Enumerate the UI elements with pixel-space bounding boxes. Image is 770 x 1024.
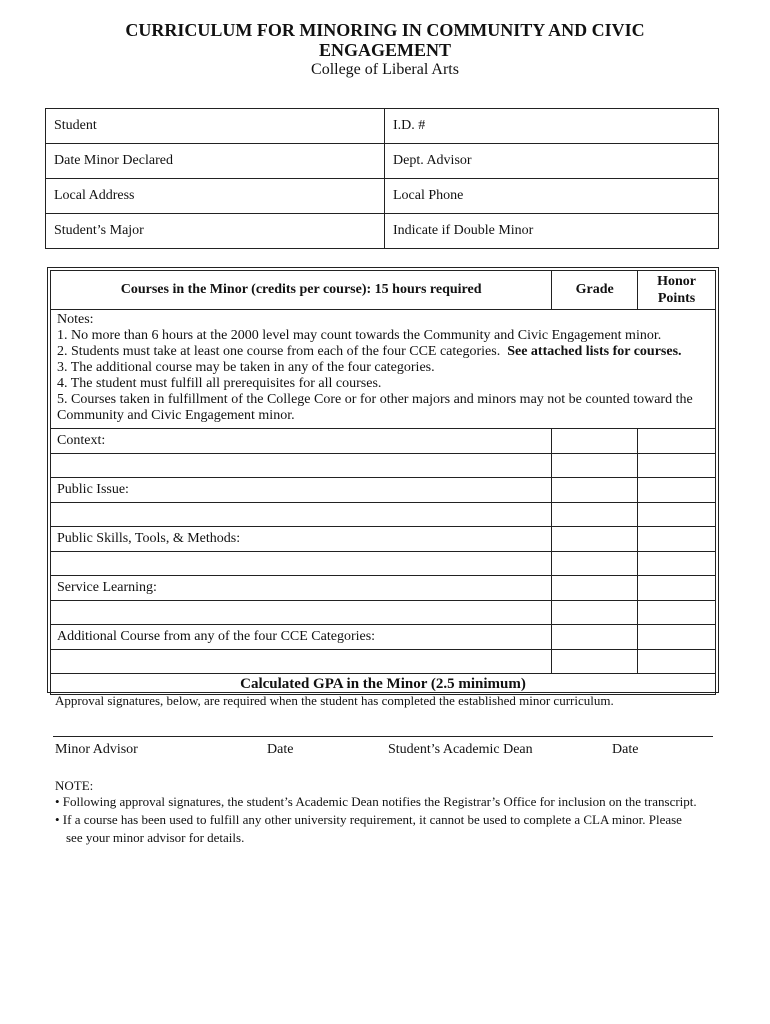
honor-line: Honor	[657, 274, 696, 289]
id-field[interactable]: I.D. #	[385, 109, 719, 144]
honor-points-cell[interactable]	[638, 478, 716, 503]
form-subtitle: College of Liberal Arts	[311, 61, 459, 78]
course-entry-context[interactable]	[51, 454, 552, 478]
category-skills: Public Skills, Tools, & Methods:	[51, 527, 552, 552]
note-2-text: 2. Students must take at least one course from each of the four CCE categories.	[57, 344, 501, 359]
approval-text: Approval signatures, below, are required when the student has completed the established minor curriculum.	[55, 693, 614, 708]
courses-table	[50, 270, 716, 695]
honor-points-cell[interactable]	[638, 650, 716, 674]
date-label-1: Date	[267, 742, 294, 757]
grade-cell[interactable]	[552, 454, 638, 478]
category-public-issue: Public Issue:	[51, 478, 552, 503]
dept-advisor-field[interactable]: Dept. Advisor	[385, 144, 719, 179]
note-1: 1. No more than 6 hours at the 2000 level may count towards the Community and Civic Engagement minor.	[57, 328, 662, 343]
honor-points-cell[interactable]	[638, 601, 716, 625]
major-field[interactable]: Student’s Major	[46, 214, 385, 249]
double-minor-field[interactable]: Indicate if Double Minor	[385, 214, 719, 249]
note-bullet-1: • Following approval signatures, the student’s Academic Dean notifies the Registrar’s Office for inclusion on the transcript.	[55, 794, 697, 809]
student-field[interactable]: Student	[46, 109, 385, 144]
category-additional: Additional Course from any of the four CCE Categories:	[51, 625, 552, 650]
academic-dean-label: Student’s Academic Dean	[388, 742, 533, 757]
date-declared-field[interactable]: Date Minor Declared	[46, 144, 385, 179]
grade-cell[interactable]	[552, 478, 638, 503]
form-title-line1: CURRICULUM FOR MINORING IN COMMUNITY AND CIVIC	[125, 20, 645, 40]
honor-points-cell[interactable]	[638, 552, 716, 576]
gpa-row: Calculated GPA in the Minor (2.5 minimum)	[51, 674, 716, 695]
courses-heading: Courses in the Minor (credits per course): 15 hours required	[51, 271, 552, 310]
note-2-bold: See attached lists for courses.	[507, 344, 682, 359]
honor-points-cell[interactable]	[638, 429, 716, 454]
honor-points-cell[interactable]	[638, 527, 716, 552]
note-4: 4. The student must fulfill all prerequisites for all courses.	[57, 376, 382, 391]
grade-cell[interactable]	[552, 503, 638, 527]
grade-cell[interactable]	[552, 527, 638, 552]
honor-points-cell[interactable]	[638, 503, 716, 527]
course-entry-public-issue[interactable]	[51, 503, 552, 527]
note-bullet-2: • If a course has been used to fulfill any other university requirement, it cannot be used to complete a CLA minor. Please	[55, 812, 682, 827]
student-info-table	[45, 108, 719, 249]
signature-line[interactable]	[53, 736, 713, 737]
category-service-learning: Service Learning:	[51, 576, 552, 601]
local-phone-field[interactable]: Local Phone	[385, 179, 719, 214]
date-label-2: Date	[612, 742, 639, 757]
note-5: 5. Courses taken in fulfillment of the College Core or for other majors and minors may not be counted toward the Community and Civic Engagement minor.	[57, 392, 693, 423]
local-address-field[interactable]: Local Address	[46, 179, 385, 214]
grade-cell[interactable]	[552, 576, 638, 601]
points-line: Points	[657, 291, 696, 306]
honor-points-cell[interactable]	[638, 625, 716, 650]
grade-cell[interactable]	[552, 625, 638, 650]
course-entry-skills[interactable]	[51, 552, 552, 576]
honor-points-heading	[638, 271, 716, 310]
honor-points-cell[interactable]	[638, 454, 716, 478]
grade-cell[interactable]	[552, 552, 638, 576]
note-bullet-2-continued: see your minor advisor for details.	[66, 830, 245, 845]
note-3: 3. The additional course may be taken in any of the four categories.	[57, 360, 435, 375]
course-entry-service-learning[interactable]	[51, 601, 552, 625]
grade-heading: Grade	[552, 271, 638, 310]
grade-cell[interactable]	[552, 650, 638, 674]
category-context: Context:	[51, 429, 552, 454]
grade-cell[interactable]	[552, 429, 638, 454]
notes-cell	[51, 310, 716, 429]
note-label: NOTE:	[55, 778, 94, 793]
grade-cell[interactable]	[552, 601, 638, 625]
notes-label: Notes:	[57, 312, 94, 327]
note-2	[57, 344, 709, 360]
minor-advisor-label: Minor Advisor	[55, 742, 138, 757]
course-entry-additional[interactable]	[51, 650, 552, 674]
form-title-line2: ENGAGEMENT	[318, 40, 451, 60]
honor-points-cell[interactable]	[638, 576, 716, 601]
